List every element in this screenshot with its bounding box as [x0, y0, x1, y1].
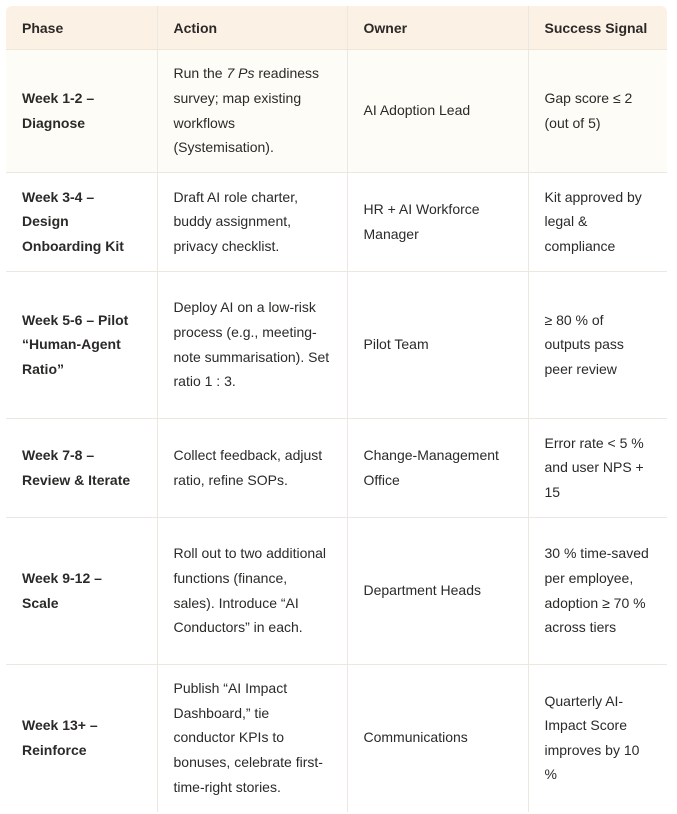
table-row	[6, 272, 667, 419]
phase-cell: Week 1-2 – Diagnose	[6, 50, 157, 173]
header-owner: Owner	[347, 6, 528, 50]
header-success-signal: Success Signal	[528, 6, 667, 50]
rollout-plan-table	[6, 6, 667, 812]
action-emphasis: 7 Ps	[226, 65, 255, 82]
signal-cell: Error rate < 5 % and user NPS + 15	[528, 419, 667, 518]
owner-cell: HR + AI Workforce Manager	[347, 173, 528, 272]
table-body	[6, 50, 667, 812]
action-cell: Roll out to two additional functions (finance, sales). Introduce “AI Conductors” in each.	[157, 518, 347, 665]
signal-cell: ≥ 80 % of outputs pass peer review	[528, 272, 667, 419]
header-action: Action	[157, 6, 347, 50]
table-header	[6, 6, 667, 50]
header-row	[6, 6, 667, 50]
owner-cell: AI Adoption Lead	[347, 50, 528, 173]
phase-cell: Week 13+ – Reinforce	[6, 665, 157, 812]
action-cell	[157, 50, 347, 173]
action-cell: Deploy AI on a low-risk process (e.g., meeting-note summarisation). Set ratio 1 : 3.	[157, 272, 347, 419]
phase-cell: Week 7-8 – Review & Iterate	[6, 419, 157, 518]
owner-cell: Department Heads	[347, 518, 528, 665]
owner-cell: Pilot Team	[347, 272, 528, 419]
owner-cell: Change-Management Office	[347, 419, 528, 518]
action-cell: Draft AI role charter, buddy assignment, privacy checklist.	[157, 173, 347, 272]
table-row	[6, 665, 667, 812]
signal-cell: Quarterly AI-Impact Score improves by 10 %	[528, 665, 667, 812]
header-phase: Phase	[6, 6, 157, 50]
table-row	[6, 50, 667, 173]
phase-cell: Week 9-12 – Scale	[6, 518, 157, 665]
phase-cell: Week 3-4 – Design Onboarding Kit	[6, 173, 157, 272]
signal-cell: 30 % time-saved per employee, adoption ≥ 70 % across tiers	[528, 518, 667, 665]
action-cell: Publish “AI Impact Dashboard,” tie conductor KPIs to bonuses, celebrate first-time-right stories.	[157, 665, 347, 812]
action-text: Run the	[173, 65, 227, 82]
action-text: readiness survey; map existing workflows (Systemisation).	[173, 65, 320, 156]
table-row	[6, 419, 667, 518]
rollout-plan-table-container	[6, 6, 667, 812]
phase-cell: Week 5-6 – Pilot “Human-Agent Ratio”	[6, 272, 157, 419]
table-row	[6, 518, 667, 665]
signal-cell: Gap score ≤ 2 (out of 5)	[528, 50, 667, 173]
table-row	[6, 173, 667, 272]
action-cell: Collect feedback, adjust ratio, refine SOPs.	[157, 419, 347, 518]
owner-cell: Communications	[347, 665, 528, 812]
signal-cell: Kit approved by legal & compliance	[528, 173, 667, 272]
